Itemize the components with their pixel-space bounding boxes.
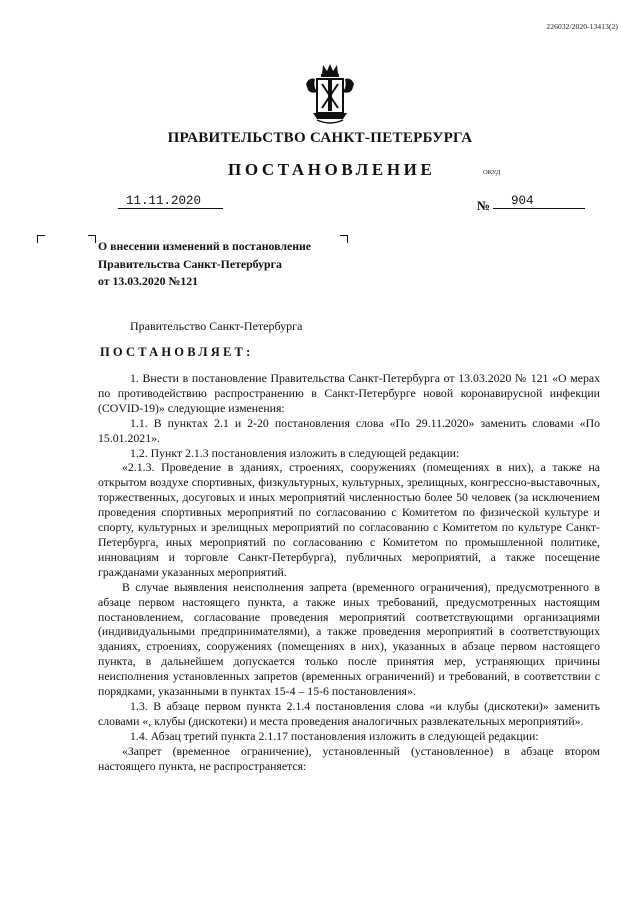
- number-label: №: [477, 198, 491, 213]
- decree-body: [98, 371, 600, 773]
- subject-corner-mark: [37, 235, 45, 243]
- subject-line: О внесении изменений в постановление: [98, 239, 312, 253]
- resolves-heading: ПОСТАНОВЛЯЕТ:: [100, 345, 254, 359]
- decree-date: 11.11.2020: [118, 194, 223, 209]
- subject-line: Правительства Санкт-Петербурга: [98, 256, 282, 271]
- paragraph-violation-case: В случае выявления неисполнения запрета (временного ограничения), предусмотренного в абзаце первом настоящего пункта, а также иных требований, предусмотренных настоящим постановлением, согласование проведения мероприятий соответствующими организациями (индивидуальными предпринимателями), а также проведения мероприятий в соответствующих зданиях, строениях, сооружениях (помещениях в них), указанных в абзаце первом настоящего пункта, в дальнейшем допускается только после принятия мер, устраняющих причины неисполнения установленных запретов (временных ограничений) и требований, в соответствии с порядками, указанными в пунктах 15-4 – 15-6 постановления».: [98, 579, 600, 699]
- okud-label: ОКУД: [483, 169, 501, 176]
- decree-subject: [98, 238, 311, 291]
- subject-corner-mark: [340, 235, 348, 243]
- issuer-line: Правительство Санкт-Петербурга: [130, 319, 303, 333]
- paragraph-item-1-2: 1.2. Пункт 2.1.3 постановления изложить в следующей редакции:: [130, 445, 460, 460]
- coat-of-arms-emblem: [303, 62, 357, 126]
- registration-number: 226032/2020-13413(2): [546, 22, 618, 31]
- paragraph-item-1-1: 1.1. В пунктах 2.1 и 2-20 постановления слова «По 29.11.2020» заменить словами «По 15.01.2021».: [98, 415, 600, 445]
- government-heading: ПРАВИТЕЛЬСТВО САНКТ-ПЕТЕРБУРГА: [167, 130, 473, 146]
- decree-number: 904: [493, 194, 585, 209]
- paragraph-item-1-4: 1.4. Абзац третий пункта 2.1.17 постановления изложить в следующей редакции:: [130, 728, 539, 743]
- paragraph-quote-2-1-3: «2.1.3. Проведение в зданиях, строениях, сооружениях (помещениях в них), а также на открытом воздухе спортивных, физкультурных, культурных, зрелищных, конгрессно-выставочных, торжественных, досуговых и иных мероприятий численностью более 50 человек (за исключением проведения спортивных мероприятий по согласованию с Комитетом по физической культуре и спорту, культурных и зрелищных мероприятий по согласованию с Комитетом по культуре Санкт-Петербурга, иных мероприятий по согласованию с Комитетом по промышленной политике, инновациям и торговле Санкт-Петербурга), публичных мероприятий, а также посещение гражданами указанных мероприятий.: [98, 460, 600, 579]
- subject-corner-mark: [88, 235, 96, 243]
- subject-line: от 13.03.2020 №121: [98, 274, 199, 288]
- paragraph-item-1-3: 1.3. В абзаце первом пункта 2.1.4 постановления слова «и клубы (дискотеки)» заменить словами «, клубы (дискотеки) и места проведения аналогичных развлекательных мероприятий».: [98, 698, 600, 728]
- paragraph-quote-ban: «Запрет (временное ограничение), установленный (установленное) в абзаце втором настоящего пункта, не распространяется:: [98, 743, 600, 773]
- decree-title: ПОСТАНОВЛЕНИЕ: [228, 160, 436, 179]
- paragraph-item-1: 1. Внести в постановление Правительства Санкт-Петербурга от 13.03.2020 № 121 «О мерах по противодействию распространению в Санкт-Петербурге новой коронавирусной инфекции (COVID-19)» следующие изменения:: [98, 371, 600, 415]
